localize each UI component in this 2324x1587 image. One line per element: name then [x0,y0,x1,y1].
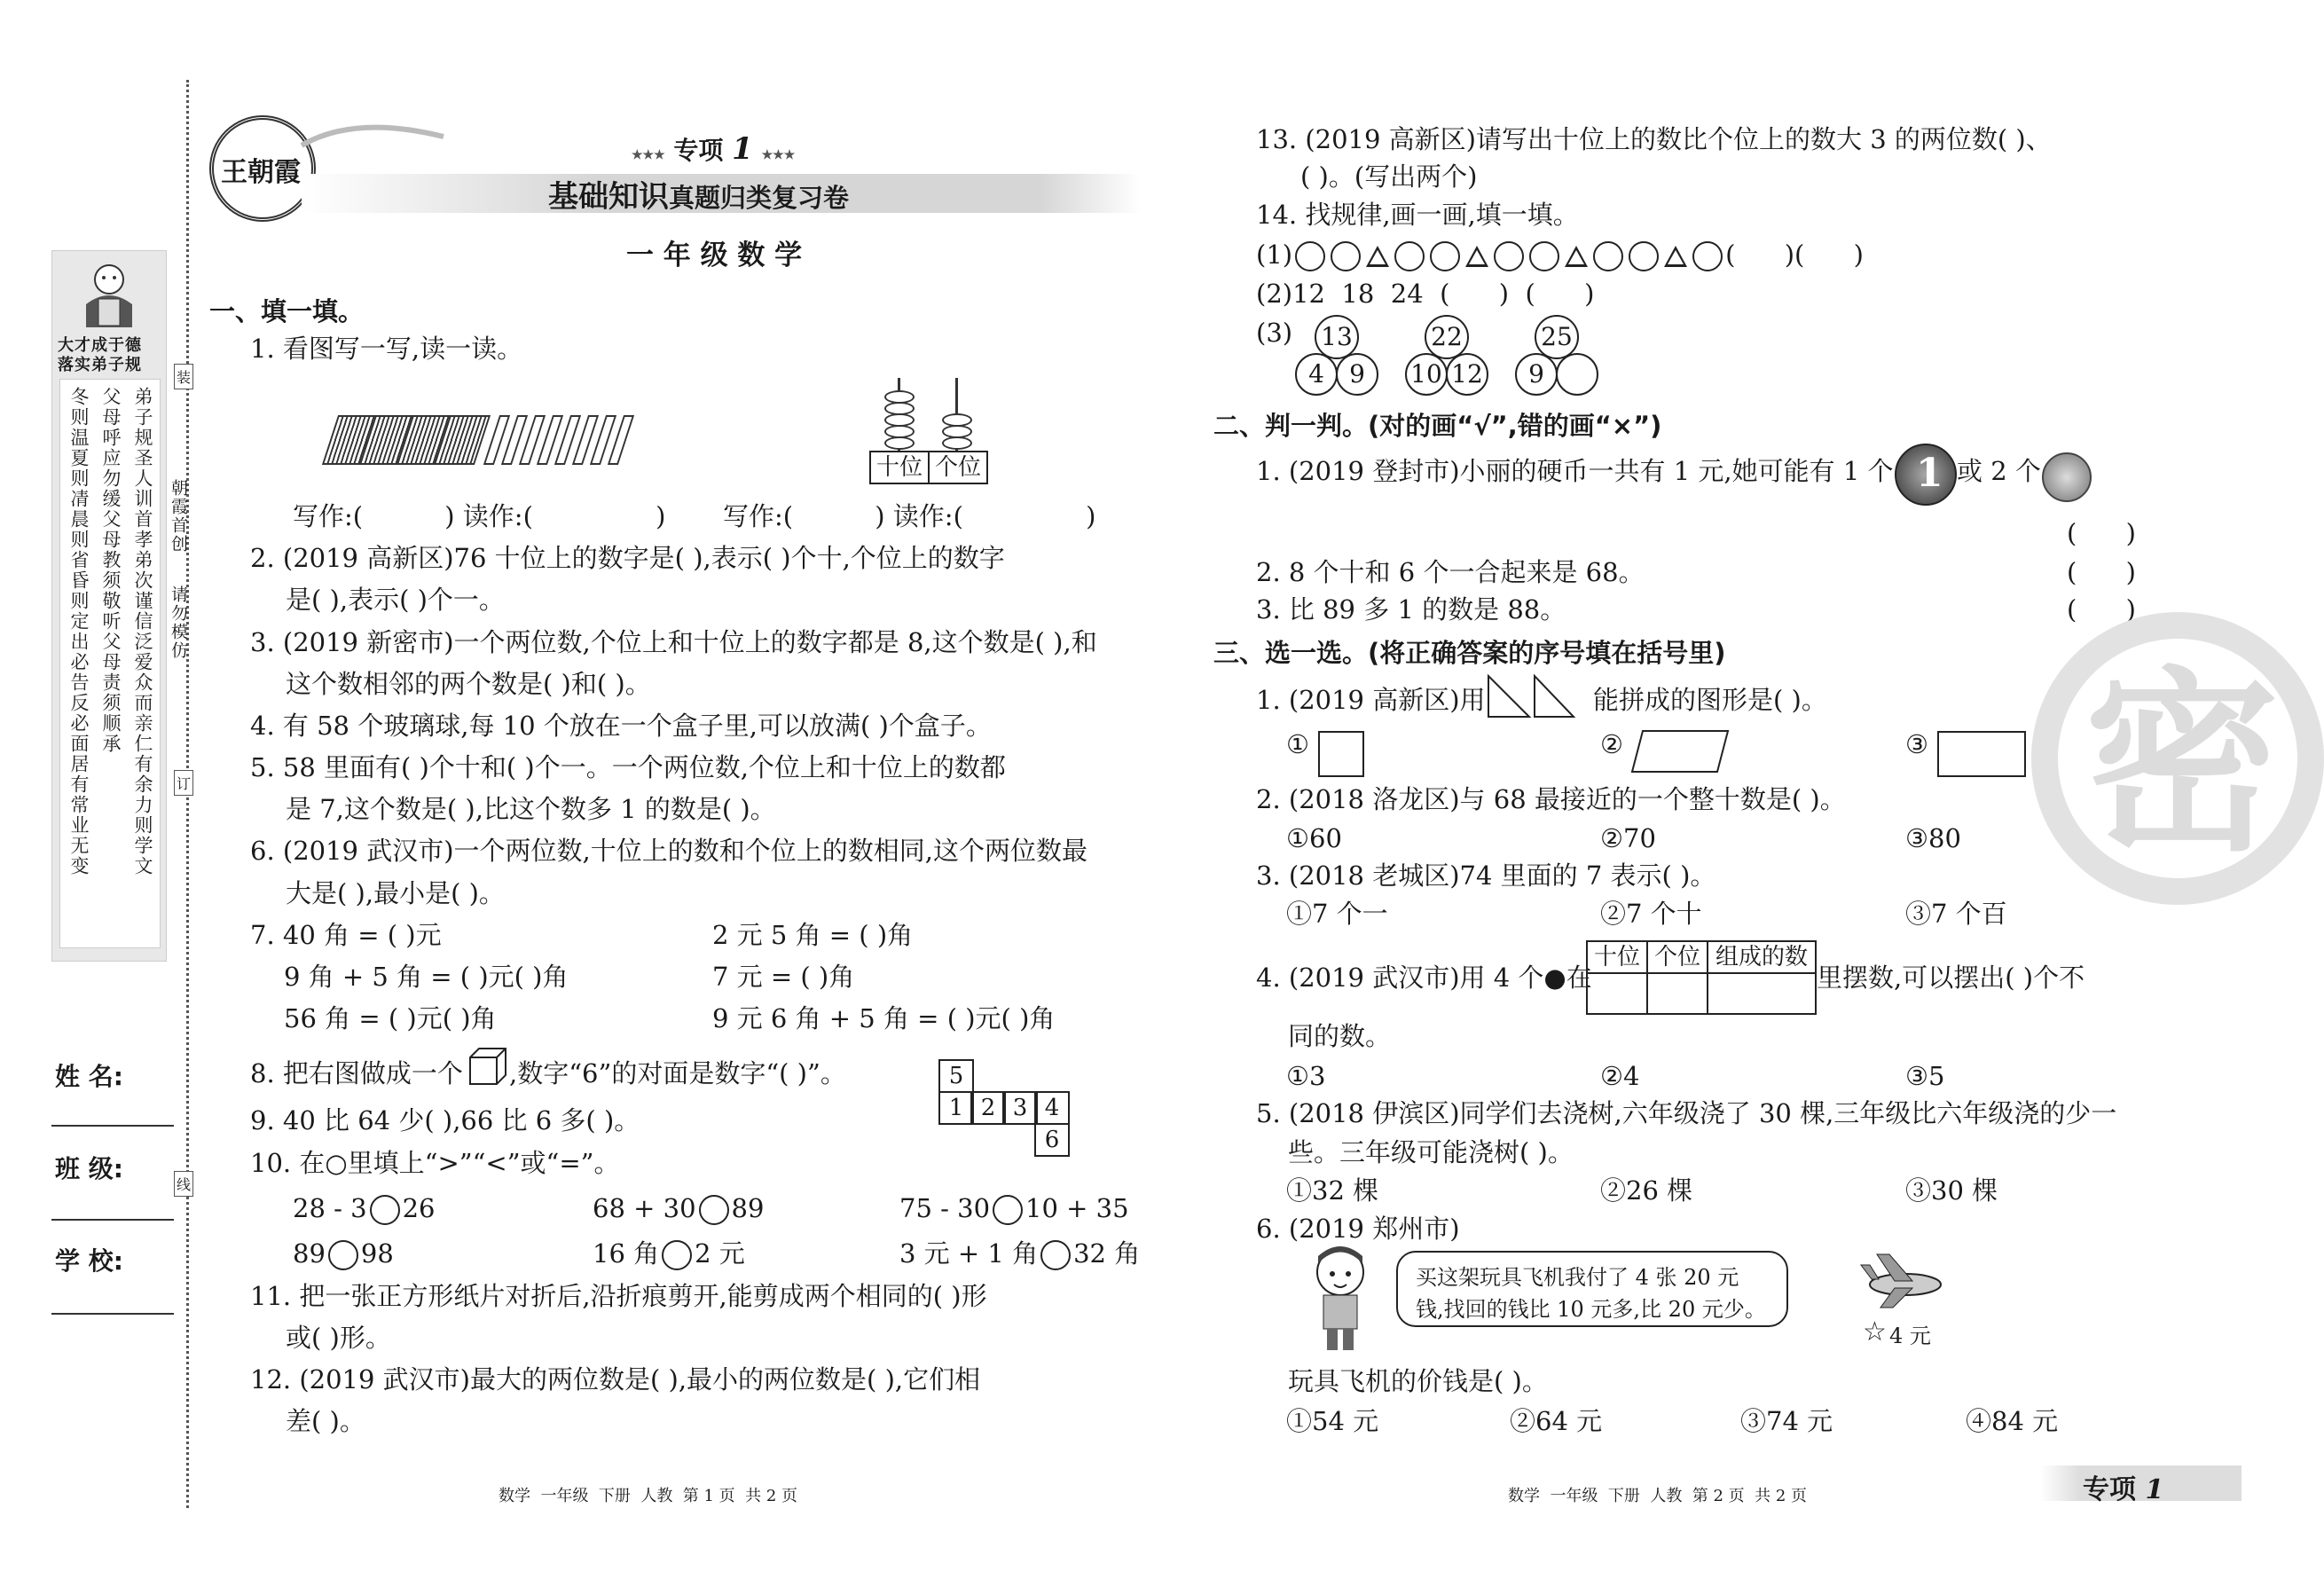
boy-character-icon [1300,1245,1380,1355]
place-value-table [1586,940,1817,1015]
q8-text-b: ,数字“6”的对面是数字“( )”。 [509,1058,846,1088]
plane-price: 4 元 [1889,1324,1931,1348]
one-yuan-coin-icon [1895,444,1957,506]
triangle-shape [1565,246,1588,267]
q7-row3-left: 56 角 = ( )元( )角 [284,1003,497,1033]
bead [884,436,915,450]
motto-line-1: 大才成于德 [58,336,142,355]
q5-line-2: 是 7,这个数是( ),比这个数多 1 的数是( )。 [286,794,776,824]
price-tag-star-icon: ☆ [1863,1316,1887,1347]
stars-right: ★★★ [761,148,796,162]
split-top: 22 [1425,315,1469,359]
q1-text: 1. 看图写一写,读一读。 [250,334,523,364]
choice-5-line-2: 些。三年级可能浇树( )。 [1288,1137,1574,1167]
abacus-label-tens: 十位 [869,451,930,484]
abacus [869,378,986,481]
compare-circle[interactable] [699,1195,729,1225]
circle-shape [1295,241,1325,271]
compare-item: 75 - 30 10 + 35 [899,1193,1129,1223]
cube-icon [468,1047,507,1086]
table-cell[interactable] [1646,974,1648,1013]
abacus-label-ones: 个位 [928,451,988,484]
paper-subtitle: 一 年 级 数 学 [626,240,803,271]
choice-1-opt-1[interactable]: ① [1286,729,1309,759]
circle-shape [1692,241,1723,271]
circle-shape [1430,241,1460,271]
choice-2-opt-2[interactable]: ②70 [1600,823,1656,853]
side-note-1: 朝霞首创 [169,479,188,554]
q10-text: 10. 在○里填上“>”“<”或“=”。 [250,1148,620,1178]
corner-number: 1 [2145,1474,2164,1505]
choice-6-opt-2[interactable]: ②64 元 [1510,1406,1603,1436]
choice-3-opt-1[interactable]: ①7 个一 [1286,899,1388,929]
right-triangle-icon [1487,674,1575,719]
judge-2-paren[interactable]: ( ) [2067,557,2136,587]
compare-circle[interactable] [993,1195,1023,1225]
name-label: 姓 名: [55,1062,123,1091]
compare-item: 3 元 + 1 角 32 角 [899,1238,1141,1269]
series-label: 专项 [673,136,724,165]
class-label: 班 级: [55,1154,123,1183]
split-left: 9 [1515,353,1558,396]
choice-4-opt-3[interactable]: ③5 [1905,1061,1945,1091]
triangle-shape [1465,246,1488,267]
judge-1-text-a: 1. (2019 登封市)小丽的硬币一共有 1 元,她可能有 1 个 [1256,456,1894,486]
section-1-heading: 一、填一填。 [209,296,365,326]
circle-shape [1331,241,1361,271]
choice-1-text-b: 能拼成的图形是( )。 [1593,685,1827,715]
judge-2-text: 2. 8 个十和 6 个一合起来是 68。 [1256,557,1645,587]
square-shape [1318,731,1364,777]
q14-2-sequence: (2)12 18 24 ( ) ( ) [1256,279,1595,309]
triangle-shape [1366,246,1389,267]
split-right: 12 [1446,353,1488,396]
sidebar-panel [51,250,167,962]
parallelogram-shape [1630,729,1730,774]
cut-mark-2: 订 [174,770,193,796]
q7-row2-left: 9 角 + 5 角 = ( )元( )角 [284,962,569,992]
q13-line-2: ( )。(写出两个) [1300,161,1478,192]
choice-6-question: 玩具飞机的价钱是( )。 [1288,1366,1548,1396]
choice-5-opt-1[interactable]: ①32 棵 [1286,1175,1379,1206]
cut-mark-1: 装 [174,364,193,389]
compare-circle[interactable] [328,1240,358,1270]
q6-line-2: 大是( ),最小是( )。 [286,878,505,908]
paper-title [548,172,849,216]
compare-item: 89 98 [293,1238,394,1269]
choice-1-text-a: 1. (2019 高新区)用 [1256,685,1486,715]
secret-seal-watermark [2031,612,2324,905]
judge-3-text: 3. 比 89 多 1 的数是 88。 [1256,594,1566,625]
poem-col-2: 父母呼应勿缓父母教须敬听父母责须顺承 [100,387,122,754]
choice-6-opt-4[interactable]: ④84 元 [1966,1406,2059,1436]
q9-text: 9. 40 比 64 少( ),66 比 6 多( )。 [250,1105,640,1135]
choice-5-line-1: 5. (2018 伊滨区)同学们去浇树,六年级浇了 30 棵,三年级比六年级浇的少一 [1256,1098,2117,1128]
circle-shape [1629,241,1659,271]
coin-value: 1 [1916,451,1943,496]
choice-6-text: 6. (2019 郑州市) [1256,1214,1460,1244]
split-right-blank[interactable] [1556,353,1598,396]
q7-row2-right: 7 元 = ( )角 [712,962,855,992]
circle-shape [1529,241,1559,271]
judge-1-text-b: 或 2 个 [1957,456,2041,486]
seal-text: 密 [2085,648,2281,877]
net-face: 4 [1034,1091,1070,1125]
title-bold: 基础知识 [548,179,669,215]
table-header-number: 组成的数 [1708,942,1815,974]
choice-4-text-b: 里摆数,可以摆出( )个不 [1817,962,2085,993]
rectangle-shape [1937,731,2026,777]
q14-text: 14. 找规律,画一画,填一填。 [1256,200,1579,230]
triangle-shape [1664,246,1687,267]
name-field[interactable] [51,1125,174,1127]
q2-line-2: 是( ),表示( )个一。 [286,585,505,615]
q14-1-pattern: (1) ( )( ) [1256,240,1864,270]
q8-text-a: 8. 把右图做成一个 [250,1058,463,1088]
net-face: 6 [1034,1123,1070,1157]
poem-col-3: 冬则温夏则凊晨则省昏则定出必告反必面居有常业无变 [68,387,90,876]
five-jiao-coin-icon [2042,452,2092,502]
q3-line-1: 3. (2019 新密市)一个两位数,个位上和十位上的数字都是 8,这个数是( ),和 [250,627,1097,657]
series-number: 1 [732,131,753,167]
q12-line-2: 差( )。 [286,1406,365,1436]
choice-4-text-a: 4. (2019 武汉市)用 4 个●在 [1256,962,1592,993]
corner-series: 专项 [2083,1474,2136,1505]
choice-6-opt-3[interactable]: ③74 元 [1740,1406,1833,1436]
poem-block [59,379,161,948]
school-label: 学 校: [55,1246,123,1276]
choice-1-opt-3[interactable]: ③ [1905,729,1928,759]
circle-shape [1394,241,1425,271]
judge-1-paren[interactable]: ( ) [2067,518,2136,548]
compare-circle[interactable] [370,1195,400,1225]
compare-item: 16 角 2 元 [593,1238,745,1269]
choice-4-opt-1[interactable]: ①3 [1286,1061,1326,1091]
net-face: 3 [1002,1091,1038,1125]
choice-6-opt-1[interactable]: ①54 元 [1286,1406,1379,1436]
net-face: 5 [938,1059,974,1093]
q11-line-2: 或( )形。 [286,1323,391,1353]
right-footer: 数学 一年级 下册 人教 第 2 页 共 2 页 [1508,1487,1808,1505]
circle-shape [1593,241,1623,271]
toy-plane-icon [1859,1249,1944,1311]
compare-circle[interactable] [1040,1240,1071,1270]
q13-line-1: 13. (2019 高新区)请写出十位上的数比个位上的数大 3 的两位数( )、 [1256,124,2052,154]
q1-answers: 写作:( ) 读作:( ) 写作:( ) 读作:( ) [293,501,1096,531]
q12-line-1: 12. (2019 武汉市)最大的两位数是( ),最小的两位数是( ),它们相 [250,1364,981,1395]
poem-col-1: 弟子规圣人训首孝弟次谨信泛爱众而亲仁有余力则学文 [132,387,153,876]
compare-circle[interactable] [662,1240,692,1270]
choice-2-opt-3[interactable]: ③80 [1905,823,1961,853]
split-left: 10 [1405,353,1448,396]
choice-4-text-c: 同的数。 [1288,1021,1392,1051]
school-field[interactable] [51,1313,174,1315]
table-header-tens: 十位 [1588,942,1648,974]
section-2-heading: 二、判一判。(对的画“√”,错的画“×”) [1213,411,1662,441]
ribbon-decoration [302,119,444,154]
circle-shape [1494,241,1524,271]
choice-1-opt-2[interactable]: ② [1600,729,1623,759]
split-top: 25 [1535,315,1579,359]
corner-label [2083,1467,2163,1506]
q7-row1-left: 7. 40 角 = ( )元 [250,920,442,950]
mascot-icon [77,260,141,329]
section-3-heading: 三、选一选。(将正确答案的序号填在括号里) [1213,638,1726,668]
side-note-2: 请勿模仿 [169,585,188,660]
choice-2-text: 2. (2018 洛龙区)与 68 最接近的一个整十数是( )。 [1256,784,1846,814]
table-header-ones: 个位 [1648,942,1708,974]
choice-2-opt-1[interactable]: ①60 [1286,823,1342,853]
q7-row1-right: 2 元 5 角 = ( )角 [712,920,914,950]
motto-line-2: 落实弟子规 [58,356,142,374]
choice-5-opt-2[interactable]: ②26 棵 [1600,1175,1693,1206]
choice-3-opt-2[interactable]: ②7 个十 [1600,899,1702,929]
split-top: 13 [1315,315,1359,359]
q4-text: 4. 有 58 个玻璃球,每 10 个放在一个盒子里,可以放满( )个盒子。 [250,711,992,741]
logo-text: 王朝霞 [221,157,301,188]
q14-3-label: (3) [1256,318,1293,348]
judge-3-paren[interactable]: ( ) [2067,594,2136,625]
speech-line-1: 买这架玩具飞机我付了 4 张 20 元 [1416,1265,1739,1290]
net-face: 1 [938,1091,974,1125]
compare-item: 28 - 3 26 [293,1193,436,1223]
q11-line-1: 11. 把一张正方形纸片对折后,沿折痕剪开,能剪成两个相同的( )形 [250,1281,987,1311]
split-left: 4 [1295,353,1338,396]
brand-logo [209,115,316,222]
choice-3-text: 3. (2018 老城区)74 里面的 7 表示( )。 [1256,860,1716,891]
choice-5-opt-3[interactable]: ③30 棵 [1905,1175,1998,1206]
table-cell[interactable] [1707,974,1708,1013]
title-rest: 真题归类复习卷 [669,183,850,213]
bead [942,436,972,450]
split-right: 9 [1336,353,1378,396]
left-footer: 数学 一年级 下册 人教 第 1 页 共 2 页 [499,1487,798,1505]
series-line [632,131,795,167]
speech-line-2: 钱,找回的钱比 10 元多,比 20 元少。 [1416,1297,1766,1322]
cut-mark-3: 线 [174,1171,193,1197]
class-field[interactable] [51,1219,174,1221]
compare-item: 68 + 30 89 [593,1193,765,1223]
q5-line-1: 5. 58 里面有( )个十和( )个一。一个两位数,个位上和十位上的数都 [250,752,1006,782]
q3-line-2: 这个数相邻的两个数是( )和( )。 [286,669,651,699]
q2-line-1: 2. (2019 高新区)76 十位上的数字是( ),表示( )个十,个位上的数字 [250,543,1005,573]
choice-3-opt-3[interactable]: ③7 个百 [1905,899,2007,929]
choice-4-opt-2[interactable]: ②4 [1600,1061,1640,1091]
net-face: 2 [970,1091,1006,1125]
stars-left: ★★★ [632,148,665,162]
q6-line-1: 6. (2019 武汉市)一个两位数,十位上的数和个位上的数相同,这个两位数最 [250,836,1087,866]
q7-row3-right: 9 元 6 角 + 5 角 = ( )元( )角 [712,1003,1056,1033]
